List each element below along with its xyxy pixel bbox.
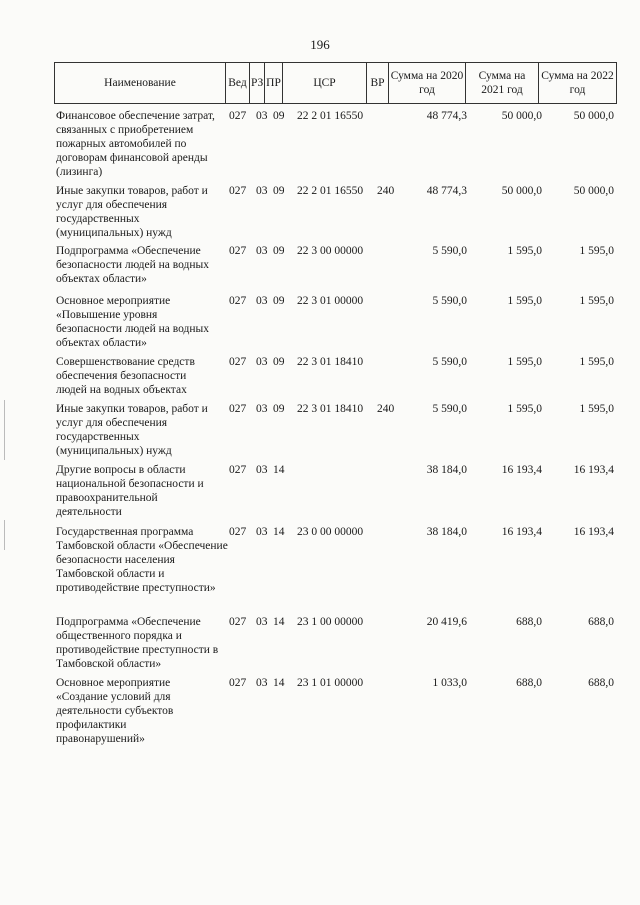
cell-name: Иные закупки товаров, работ и услуг для обеспечения государственных (муниципальных) нужд (56, 185, 208, 239)
scan-artifact (4, 520, 5, 550)
header-pr: ПР (265, 63, 283, 104)
cell-sum-2020: 5 590,0 (432, 295, 467, 307)
cell-sum-2022: 50 000,0 (573, 185, 614, 197)
cell-pr: 09 (273, 185, 285, 197)
cell-pr: 09 (273, 245, 285, 257)
cell-pr: 09 (273, 110, 285, 122)
cell-pr: 09 (273, 356, 285, 368)
cell-name: Основное мероприятие «Повышение уровня безопасности людей на водных объектах области» (56, 295, 209, 349)
cell-rz: 03 (256, 403, 268, 415)
cell-csr: 22 2 01 16550 (297, 110, 364, 122)
cell-rz: 03 (256, 185, 268, 197)
cell-sum-2022: 1 595,0 (579, 356, 614, 368)
cell-sum-2021: 50 000,0 (501, 185, 542, 197)
cell-sum-2020: 5 590,0 (432, 356, 467, 368)
header-rz: РЗ (250, 63, 265, 104)
cell-csr: 22 3 00 00000 (297, 245, 364, 257)
cell-name: Подпрограмма «Обеспечение общественного порядка и противодействие преступности в Тамбовской области» (56, 616, 219, 670)
cell-rz: 03 (256, 356, 268, 368)
cell-pr: 14 (273, 464, 285, 476)
cell-sum-2020: 5 590,0 (432, 403, 467, 415)
cell-csr: 23 0 00 00000 (297, 526, 364, 538)
cell-sum-2022: 1 595,0 (579, 403, 614, 415)
cell-sum-2021: 688,0 (516, 616, 542, 628)
page-number: 196 (310, 37, 330, 52)
cell-ved: 027 (229, 677, 247, 689)
header-ved: Вед (226, 63, 250, 104)
cell-ved: 027 (229, 356, 247, 368)
header-name: Наименование (55, 63, 226, 104)
cell-pr: 09 (273, 403, 285, 415)
cell-sum-2022: 1 595,0 (579, 295, 614, 307)
cell-sum-2020: 20 419,6 (426, 616, 467, 628)
header-sum-2021: Сумма на 2021 год (466, 63, 539, 104)
cell-ved: 027 (229, 185, 247, 197)
cell-pr: 14 (273, 526, 285, 538)
cell-sum-2020: 38 184,0 (426, 464, 467, 476)
header-sum-2020: Сумма на 2020 год (389, 63, 466, 104)
cell-name: Финансовое обеспечение затрат, связанных с приобретением пожарных автомобилей по договорам финансовой аренды (лизинга) (56, 110, 215, 178)
header-vr: ВР (367, 63, 389, 104)
cell-ved: 027 (229, 464, 247, 476)
cell-sum-2021: 1 595,0 (507, 403, 542, 415)
cell-rz: 03 (256, 677, 268, 689)
cell-sum-2020: 48 774,3 (426, 185, 467, 197)
cell-sum-2020: 5 590,0 (432, 245, 467, 257)
cell-name: Иные закупки товаров, работ и услуг для обеспечения государственных (муниципальных) нужд (56, 403, 208, 457)
header-csr: ЦСР (283, 63, 367, 104)
cell-rz: 03 (256, 526, 268, 538)
header-sum-2022: Сумма на 2022 год (539, 63, 617, 104)
cell-ved: 027 (229, 403, 247, 415)
cell-rz: 03 (256, 245, 268, 257)
cell-ved: 027 (229, 245, 247, 257)
cell-ved: 027 (229, 295, 247, 307)
cell-pr: 09 (273, 295, 285, 307)
cell-csr: 23 1 01 00000 (297, 677, 364, 689)
cell-pr: 14 (273, 677, 285, 689)
cell-pr: 14 (273, 616, 285, 628)
cell-name: Государственная программа Тамбовской области «Обеспечение безопасности населения Тамбовской области и противодействие преступности» (56, 526, 228, 594)
cell-rz: 03 (256, 295, 268, 307)
cell-name: Другие вопросы в области национальной безопасности и правоохранительной деятельности (56, 464, 204, 518)
cell-sum-2021: 50 000,0 (501, 110, 542, 122)
cell-sum-2021: 1 595,0 (507, 356, 542, 368)
cell-vr: 240 (377, 185, 395, 197)
cell-sum-2022: 16 193,4 (573, 464, 614, 476)
cell-csr: 22 3 01 18410 (297, 356, 364, 368)
cell-sum-2022: 688,0 (588, 616, 614, 628)
table-header (54, 62, 617, 104)
cell-csr: 23 1 00 00000 (297, 616, 364, 628)
cell-ved: 027 (229, 526, 247, 538)
cell-ved: 027 (229, 616, 247, 628)
cell-sum-2022: 50 000,0 (573, 110, 614, 122)
cell-vr: 240 (377, 403, 395, 415)
cell-sum-2021: 16 193,4 (501, 464, 542, 476)
cell-sum-2022: 16 193,4 (573, 526, 614, 538)
cell-sum-2020: 1 033,0 (432, 677, 467, 689)
cell-name: Основное мероприятие «Создание условий для деятельности субъектов профилактики правонарушений» (56, 677, 174, 745)
cell-sum-2021: 16 193,4 (501, 526, 542, 538)
cell-sum-2020: 48 774,3 (426, 110, 467, 122)
cell-sum-2022: 688,0 (588, 677, 614, 689)
cell-sum-2021: 1 595,0 (507, 295, 542, 307)
cell-rz: 03 (256, 616, 268, 628)
cell-rz: 03 (256, 464, 268, 476)
cell-csr: 22 3 01 00000 (297, 295, 364, 307)
cell-sum-2021: 1 595,0 (507, 245, 542, 257)
cell-sum-2022: 1 595,0 (579, 245, 614, 257)
scan-artifact (4, 400, 5, 460)
cell-rz: 03 (256, 110, 268, 122)
cell-name: Совершенствование средств обеспечения безопасности людей на водных объектах (56, 356, 195, 396)
cell-csr: 22 2 01 16550 (297, 185, 364, 197)
cell-name: Подпрограмма «Обеспечение безопасности людей на водных объектах области» (56, 245, 209, 285)
cell-ved: 027 (229, 110, 247, 122)
cell-sum-2021: 688,0 (516, 677, 542, 689)
cell-sum-2020: 38 184,0 (426, 526, 467, 538)
cell-csr: 22 3 01 18410 (297, 403, 364, 415)
